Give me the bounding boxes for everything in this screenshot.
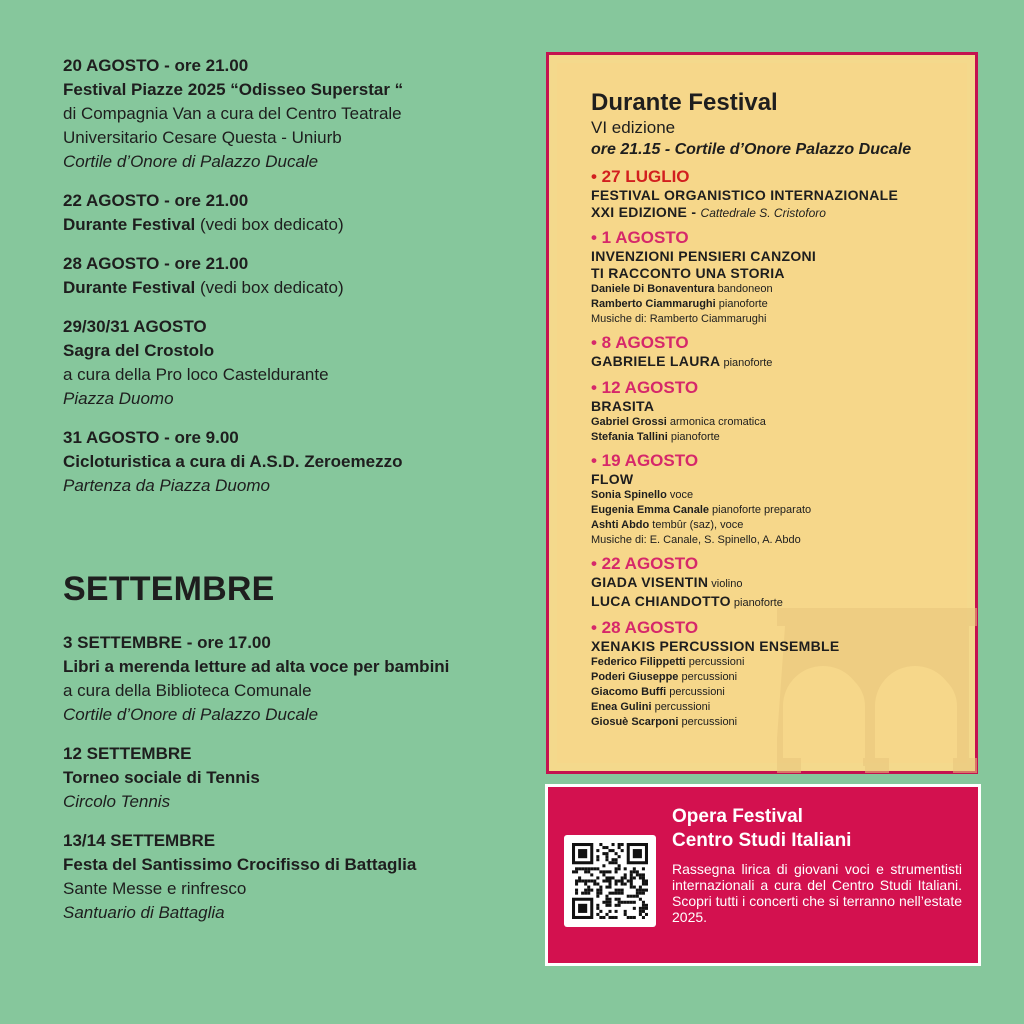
event-item: [63, 631, 543, 727]
event-place: Santuario di Battaglia: [63, 903, 225, 922]
section-title: [591, 353, 971, 372]
event-title-text: Libri a merenda letture ad alta voce per bambini: [63, 657, 450, 676]
section-title-role: pianoforte: [730, 597, 783, 609]
performer-role: percussioni: [651, 701, 711, 713]
durante-section: [591, 167, 971, 222]
event-title: [63, 339, 533, 363]
event-title: [63, 853, 543, 877]
event-detail: a cura della Pro loco Casteldurante: [63, 365, 329, 384]
event-date: 20 AGOSTO - ore 21.00: [63, 56, 249, 75]
section-title: [591, 398, 971, 415]
performer-role: percussioni: [666, 686, 725, 698]
performer: [591, 685, 971, 700]
event-detail: Universitario Cesare Questa - Uniurb: [63, 128, 342, 147]
durante-festival-box: [546, 52, 978, 774]
event-date: 3 SETTEMBRE - ore 17.00: [63, 633, 271, 652]
event-title: [63, 655, 543, 679]
event-item: [63, 315, 533, 411]
performer-role: tembûr (saz), voce: [649, 519, 744, 531]
event-date: 12 SETTEMBRE: [63, 744, 192, 763]
section-title: [591, 471, 971, 488]
performer-role: Musiche di: Ramberto Ciammarughi: [591, 313, 767, 325]
section-date: • 28 AGOSTO: [591, 618, 699, 637]
event-item: [63, 252, 533, 300]
section-title-text: XXI EDIZIONE: [591, 204, 688, 220]
durante-section: [591, 228, 971, 327]
performer: [591, 533, 971, 548]
event-detail: a cura della Biblioteca Comunale: [63, 681, 312, 700]
performer-name: Gabriel Grossi: [591, 416, 667, 428]
event-item: [63, 189, 533, 237]
event-title-text: Durante Festival: [63, 215, 196, 234]
qr-code-pattern: [572, 843, 648, 919]
performer: [591, 430, 971, 445]
event-date: 22 AGOSTO - ore 21.00: [63, 191, 249, 210]
performer-name: Stefania Tallini: [591, 431, 668, 443]
event-place: Cortile d’Onore di Palazzo Ducale: [63, 152, 319, 171]
section-title-text: GIADA VISENTIN: [591, 574, 709, 590]
performer-name: Ashti Abdo: [591, 519, 650, 531]
section-title-role: violino: [708, 578, 743, 590]
event-title-text: Cicloturistica a cura di A.S.D. Zeroemezzo: [63, 452, 403, 471]
durante-title: Durante Festival: [591, 89, 778, 116]
event-item: [63, 829, 543, 925]
performer: [591, 503, 971, 518]
durante-section: [591, 554, 971, 612]
performer-name: Federico Filippetti: [591, 656, 686, 668]
section-date: • 19 AGOSTO: [591, 451, 699, 470]
event-title-text: Durante Festival: [63, 278, 196, 297]
event-date: 29/30/31 AGOSTO: [63, 317, 207, 336]
performer-role: percussioni: [685, 656, 745, 668]
section-title-text: FESTIVAL ORGANISTICO INTERNAZIONALE: [591, 187, 899, 203]
section-title: [591, 187, 971, 204]
performer: [591, 282, 971, 297]
event-item: [63, 426, 533, 498]
section-title: [591, 574, 971, 593]
section-title-text: INVENZIONI PENSIERI CANZONI: [591, 248, 817, 264]
event-date: 13/14 SETTEMBRE: [63, 831, 216, 850]
section-title-text: LUCA CHIANDOTTO: [591, 593, 731, 609]
event-title: [63, 276, 533, 300]
section-title: [591, 638, 971, 655]
durante-section: [591, 451, 971, 548]
event-title-text: Festival Piazze 2025 “Odisseo Superstar “: [63, 80, 404, 99]
section-title-text: BRASITA: [591, 398, 655, 414]
performer-role: pianoforte preparato: [709, 504, 812, 516]
event-place: Partenza da Piazza Duomo: [63, 476, 270, 495]
performer: [591, 700, 971, 715]
event-title-text: Sagra del Crostolo: [63, 341, 215, 360]
event-title: [63, 213, 533, 237]
performer: [591, 715, 971, 730]
performer: [591, 655, 971, 670]
durante-section: [591, 618, 971, 730]
section-title: [591, 248, 971, 265]
event-place: Cortile d’Onore di Palazzo Ducale: [63, 705, 319, 724]
durante-edition: VI edizione: [591, 118, 676, 137]
section-title: XXI EDIZIONE - Cattedrale S. Cristoforo: [591, 204, 826, 220]
section-note: Cattedrale S. Cristoforo: [700, 206, 826, 220]
performer-name: Eugenia Emma Canale: [591, 504, 709, 516]
opera-title-line2: Centro Studi Italiani: [672, 830, 852, 851]
event-place: Piazza Duomo: [63, 389, 174, 408]
event-date: 31 AGOSTO - ore 9.00: [63, 428, 239, 447]
performer-role: armonica cromatica: [666, 416, 766, 428]
performer: [591, 518, 971, 533]
section-title: [591, 593, 971, 612]
event-title: [63, 766, 543, 790]
durante-section: [591, 378, 971, 445]
event-detail: Sante Messe e rinfresco: [63, 879, 247, 898]
performer-name: Poderi Giuseppe: [591, 671, 679, 683]
durante-subtitle: ore 21.15 - Cortile d’Onore Palazzo Ducale: [591, 141, 912, 158]
performer-role: percussioni: [678, 716, 738, 728]
settembre-heading: SETTEMBRE: [63, 570, 275, 608]
performer-role: bandoneon: [714, 283, 773, 295]
section-title-text: XENAKIS PERCUSSION ENSEMBLE: [591, 638, 840, 654]
section-date: • 22 AGOSTO: [591, 554, 699, 573]
performer-role: pianoforte: [667, 431, 720, 443]
opera-title-line1: Opera Festival: [672, 806, 803, 827]
event-title-suffix: (vedi box dedicato): [195, 215, 344, 234]
event-date: 28 AGOSTO - ore 21.00: [63, 254, 249, 273]
durante-sections: [591, 167, 971, 730]
event-title-text: Festa del Santissimo Crocifisso di Battaglia: [63, 855, 417, 874]
settembre-events: [63, 631, 543, 925]
settembre-section: [63, 570, 543, 940]
section-title-text: TI RACCONTO UNA STORIA: [591, 265, 785, 281]
opera-festival-box: [545, 784, 981, 966]
event-item: [63, 54, 533, 174]
durante-box-inner: [557, 63, 967, 763]
performer-name: Sonia Spinello: [591, 489, 667, 501]
durante-content: [591, 89, 971, 730]
section-title: [591, 265, 971, 282]
performer-role: percussioni: [678, 671, 738, 683]
performer: [591, 670, 971, 685]
performer-role: pianoforte: [715, 298, 768, 310]
qr-code-icon[interactable]: [564, 835, 656, 927]
agosto-events: [63, 54, 533, 513]
performer-role: voce: [666, 489, 694, 501]
event-item: [63, 742, 543, 814]
opera-title: [672, 805, 851, 853]
section-date: • 12 AGOSTO: [591, 378, 699, 397]
performer-name: Giosuè Scarponi: [591, 716, 679, 728]
section-date: • 8 AGOSTO: [591, 333, 689, 352]
performer: [591, 297, 971, 312]
performer: [591, 488, 971, 503]
section-date: • 1 AGOSTO: [591, 228, 689, 247]
event-title-suffix: (vedi box dedicato): [195, 278, 344, 297]
performer-name: Daniele Di Bonaventura: [591, 283, 715, 295]
event-place: Circolo Tennis: [63, 792, 171, 811]
opera-description: Rassegna lirica di giovani voci e strumentisti internazionali a cura del Centro Studi Italiani. Scopri tutti i concerti che si terranno nell’estate 2025.: [672, 861, 962, 925]
section-title-text: FLOW: [591, 471, 634, 487]
durante-section: [591, 333, 971, 372]
section-date: • 27 LUGLIO: [591, 167, 690, 186]
event-title: [63, 78, 533, 102]
performer-name: Enea Gulini: [591, 701, 652, 713]
event-title-text: Torneo sociale di Tennis: [63, 768, 260, 787]
performer-role: Musiche di: E. Canale, S. Spinello, A. Abdo: [591, 534, 801, 546]
section-title-role: pianoforte: [720, 357, 773, 369]
section-title-text: GABRIELE LAURA: [591, 353, 721, 369]
performer-name: Giacomo Buffi: [591, 686, 667, 698]
performer-name: Ramberto Ciammarughi: [591, 298, 716, 310]
event-detail: di Compagnia Van a cura del Centro Teatrale: [63, 104, 402, 123]
event-title: [63, 450, 533, 474]
performer: [591, 312, 971, 327]
performer: [591, 415, 971, 430]
